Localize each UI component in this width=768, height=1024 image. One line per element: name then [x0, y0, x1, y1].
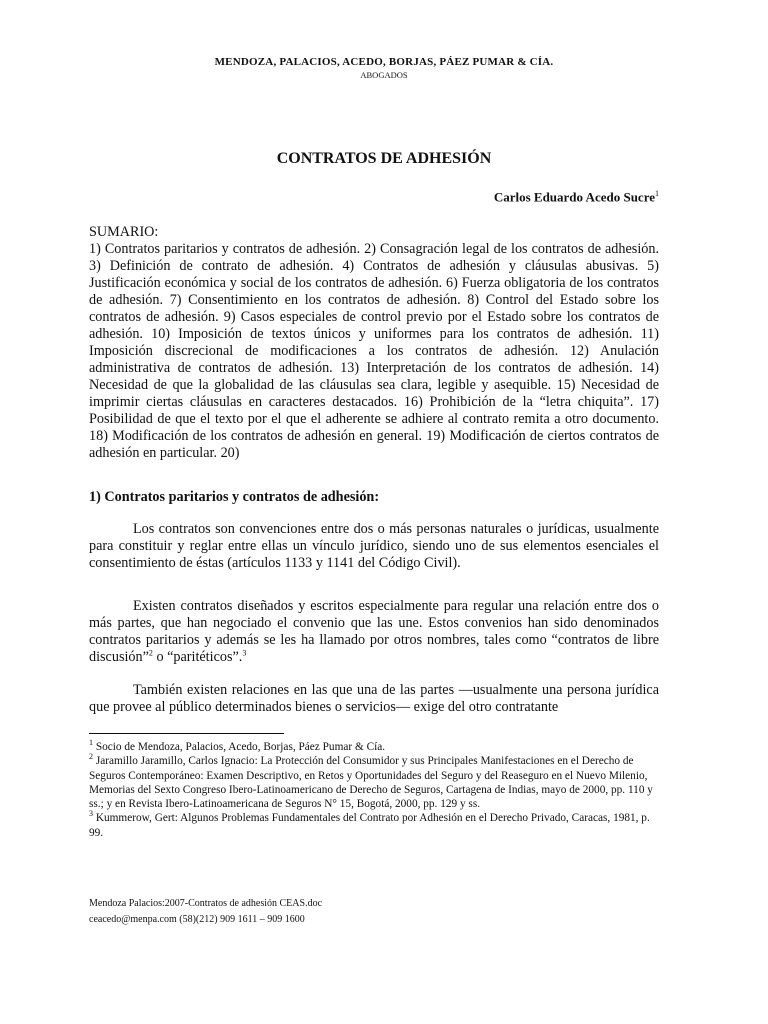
firm-subtitle: ABOGADOS [360, 70, 408, 80]
footnote-mark: 3 [89, 809, 93, 819]
paragraph-2-text-a: Existen contratos diseñados y escritos especialmente para regular una relación entre dos o más partes, que han negociado el convenio que las une. Estos convenios han sido denominados contratos paritarios y además se les ha llamado por otros nombres, tales como “contratos de libre discusión” [89, 598, 659, 665]
author-line [494, 189, 659, 205]
footnote-text: Socio de Mendoza, Palacios, Acedo, Borjas, Páez Pumar & Cía. [93, 741, 386, 753]
document-title: CONTRATOS DE ADHESIÓN [276, 150, 492, 167]
paragraph-2-text-b: o “paritéticos”. [152, 649, 243, 665]
page-footer [89, 896, 322, 928]
footnote-mark: 2 [89, 752, 93, 762]
footnote-item [89, 754, 664, 811]
footnote-item [89, 811, 664, 840]
paragraph-2 [89, 598, 659, 666]
sumario-text: 1) Contratos paritarios y contratos de adhesión. 2) Consagración legal de los contratos de adhesión. 3) Definición de contrato de adhesión. 4) Contratos de adhesión y cláusulas abusivas. 5) Justificación económica y social de los contratos de adhesión. 6) Fuerza obligatoria de los contratos de adhesión. 7) Consentimiento en los contratos de adhesión. 8) Control del Estado sobre los contratos de adhesión. 9) Casos especiales de control previo por el Estado sobre los contratos de adhesión. 10) Imposición de textos únicos y uniformes para los contratos de adhesión. 11) Imposición discrecional de modificaciones a los contratos de adhesión. 12) Anulación administrativa de contratos de adhesión. 13) Interpretación de los contratos de adhesión. 14) Necesidad de que la globalidad de las cláusulas sea clara, legible y asequible. 15) Necesidad de imprimir ciertas cláusulas en caracteres destacados. 16) Prohibición de la “letra chiquita”. 17) Posibilidad de que el texto por el que el adherente se adhiere al contrato remita a otro documento. 18) Modificación de los contratos de adhesión en general. 19) Modificación de ciertos contratos de adhesión en particular. 20) [89, 241, 659, 461]
paragraph-1: Los contratos son convenciones entre dos o más personas naturales o jurídicas, usualmente para constituir y reglar entre ellas un vínculo jurídico, siendo uno de sus elementos esenciales el consentimiento de éstas (artículos 1133 y 1141 del Código Civil). [89, 521, 659, 571]
footnote-mark: 1 [89, 738, 93, 748]
sumario-label: SUMARIO: [89, 224, 159, 240]
footnote-text: Jaramillo Jaramillo, Carlos Ignacio: La Protección del Consumidor y sus Principales Manifestaciones en el Derecho de Seguros Contemporáneo: Examen Descriptivo, en Retos y Oportunidades del Seguro y del Reaseguro en el Nuevo Milenio, Memorias del Sexto Congreso Ibero-Latinoamericano de Derecho de Seguros, Cartagena de Indias, mayo de 2000, pp. 110 y ss.; y en Revista Ibero-Latinoamericana de Seguros N° 15, Bogotá, 2000, pp. 129 y ss. [89, 755, 653, 811]
footnote-text: Kummerow, Gert: Algunos Problemas Fundamentales del Contrato por Adhesión en el Derecho Privado, Caracas, 1981, p. 99. [89, 812, 650, 839]
section-heading: 1) Contratos paritarios y contratos de adhesión: [89, 489, 380, 505]
footer-filename: Mendoza Palacios:2007-Contratos de adhesión CEAS.doc [89, 898, 323, 909]
footer-contact: ceacedo@menpa.com (58)(212) 909 1611 – 909 1600 [89, 914, 305, 925]
footnote-item [89, 740, 664, 754]
paragraph-3: También existen relaciones en las que una de las partes —usualmente una persona jurídica que provee al público determinados bienes o servicios— exige del otro contratante [89, 682, 659, 715]
footnotes [89, 740, 664, 840]
author-name: Carlos Eduardo Acedo Sucre [493, 189, 655, 205]
firm-name: MENDOZA, PALACIOS, ACEDO, BORJAS, PÁEZ PUMAR & CÍA. [214, 56, 554, 68]
author-footnote-mark: 1 [655, 189, 659, 198]
footnote-ref-3: 3 [242, 648, 247, 658]
footnote-divider [89, 733, 284, 734]
footnote-ref-2: 2 [148, 648, 153, 658]
